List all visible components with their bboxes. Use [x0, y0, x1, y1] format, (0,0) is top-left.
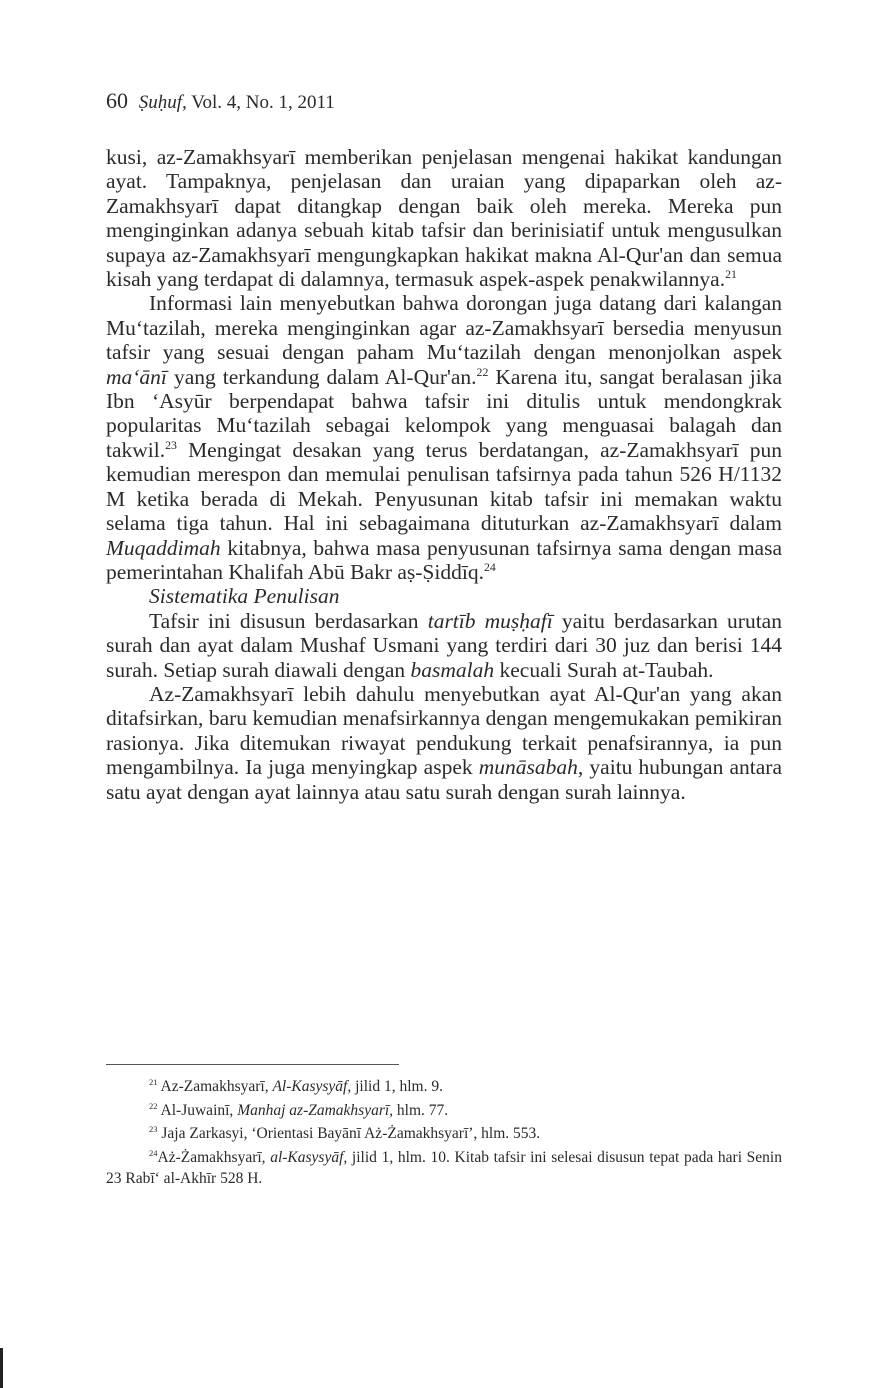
paragraph-3 — [106, 609, 782, 682]
paragraph-3-text: kecuali Surah at-Taubah. — [494, 657, 714, 682]
paragraph-2-text: Mengingat desakan yang terus berdatangan, az-Zamakhsyarī pun kemudian merespon dan memulai penulisan tafsirnya pada tahun 526 H/1132 M ketika berada di Mekah. Penyusunan kitab tafsir ini memakan waktu selama tiga tahun. Hal ini sebagaimana dituturkan az-Zamakhsyarī dalam — [106, 437, 782, 536]
footnote-number: 23 — [149, 1123, 158, 1134]
footnote-number: 24 — [149, 1147, 158, 1158]
running-header — [106, 88, 335, 114]
footnote-ref-22: 22 — [476, 364, 489, 379]
footnote-ref-24: 24 — [483, 559, 496, 574]
paragraph-2-text: kitabnya, bahwa masa penyusunan tafsirnya sama dengan masa pemerintahan Khalifah Abū Bakr aṣ-Ṣiddīq. — [106, 535, 782, 584]
page-number: 60 — [106, 88, 128, 113]
section-heading: Sistematika Penulisan — [149, 584, 340, 609]
paragraph-4-text: Az-Zamakhsyarī lebih dahulu menyebutkan ayat Al-Qur'an yang akan ditafsirkan, baru kemudian menafsirkannya dengan mengemukakan pemikiran rasionya. Jika ditemukan riwayat pendukung terkait penafsirannya, ia pun mengambilnya. Ia juga menyingkap aspek — [106, 681, 782, 780]
paragraph-2-text: yang terkandung dalam Al-Qur'an. — [166, 364, 477, 389]
footnote-italic: al-Kasysyāf, — [270, 1148, 348, 1166]
footnote-text: Aż-Żamakhsyarī, — [157, 1148, 271, 1166]
paragraph-4-text: , yaitu hubungan antara satu ayat dengan ayat lainnya atau satu surah dengan surah lainnya. — [106, 755, 782, 804]
paragraph-2-text: Informasi lain menyebutkan bahwa dorongan juga datang dari kalangan Mu‘tazilah, mereka menginginkan agar az-Zamakhsyarī bersedia menyusun tafsir yang sesuai dengan paham Mu‘tazilah dengan menonjolkan aspek — [106, 291, 782, 365]
footnote-text: Al-Juwainī, — [160, 1101, 238, 1119]
footnote — [106, 1076, 782, 1098]
footnote — [106, 1147, 782, 1190]
footnotes — [106, 1076, 782, 1192]
footnote — [106, 1100, 782, 1122]
volume-info: Vol. 4, No. 1, 2011 — [191, 92, 335, 113]
footnote-text: jilid 1, hlm. 10. Kitab tafsir ini selesai disusun tepat pada hari Senin 23 Rabī‘ al-Akhīr 528 H. — [106, 1148, 782, 1187]
footnote-ref-23: 23 — [165, 437, 177, 452]
footnote-text: Jaja Zarkasyi, ‘Orientasi Bayānī Aż-Żamakhsyarī’, hlm. 553. — [161, 1125, 541, 1142]
italic-term: basmalah — [410, 657, 495, 682]
italic-term: tartīb muṣḥafī — [427, 608, 553, 633]
paragraph-4 — [106, 682, 782, 804]
paragraph-2-text: Karena itu, sangat beralasan jika Ibn ‘Asyūr berpendapat bahwa tafsir ini ditulis untuk mendongkrak popularitas Mu‘tazilah sebagai kelompok yang menguasai balagah dan takwil. — [106, 364, 782, 462]
paragraph-1 — [106, 145, 782, 291]
scan-edge-mark — [0, 1348, 3, 1388]
main-text — [106, 145, 782, 804]
footnote-text: jilid 1, hlm. 9. — [351, 1078, 443, 1095]
footnote-text: Az-Zamakhsyarī, — [160, 1078, 273, 1095]
paragraph-2 — [106, 291, 782, 584]
italic-term: ma‘ānī — [106, 364, 167, 389]
italic-term: Muqaddimah — [106, 535, 221, 560]
footnote-ref-21: 21 — [725, 266, 737, 281]
paragraph-3-text: Tafsir ini disusun berdasarkan — [149, 608, 428, 633]
paragraph-3-text: yaitu berdasarkan urutan surah dan ayat dalam Mushaf Usmani yang terdiri dari 30 juz dan berisi 144 surah. Setiap surah diawali dengan — [106, 608, 782, 682]
footnote-number: 21 — [149, 1076, 158, 1087]
footnote — [106, 1123, 782, 1145]
footnote-text: hlm. 77. — [393, 1101, 449, 1119]
journal-name: Ṣuḥuf, — [138, 92, 187, 113]
footnote-italic: Manhaj az-Zamakhsyarī, — [237, 1101, 394, 1119]
footnote-number: 22 — [149, 1100, 158, 1111]
italic-term: munāsabah — [478, 755, 578, 780]
footnote-italic: Al-Kasysyāf, — [272, 1078, 352, 1095]
footnote-divider — [106, 1064, 399, 1065]
paragraph-1-text: kusi, az-Zamakhsyarī memberikan penjelasan mengenai hakikat kandungan ayat. Tampaknya, penjelasan dan uraian yang dipaparkan oleh az-Zamakhsyarī dapat ditangkap dengan baik oleh mereka. Mereka pun menginginkan adanya sebuah kitab tafsir dan berinisiatif untuk mengusulkan supaya az-Zamakhsyarī mengungkapkan hakikat makna Al-Qur'an dan semua kisah yang terdapat di dalamnya, termasuk aspek-aspek penakwilannya. — [106, 145, 782, 292]
